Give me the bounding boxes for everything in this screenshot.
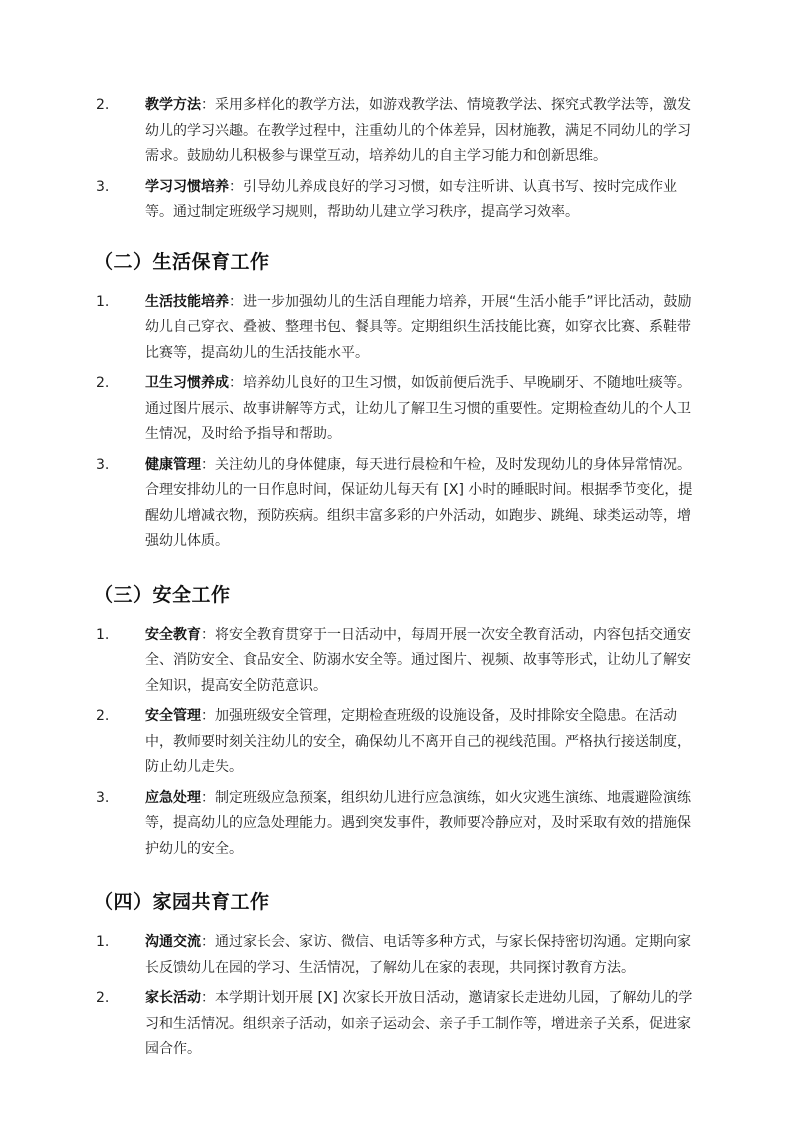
item-term: 健康管理: [145, 456, 201, 473]
item-text: ：采用多样化的教学方法，如游戏教学法、情境教学法、探究式教学法等，激发幼儿的学习兴趣。在教学过程中，注重幼儿的个体差异，因材施教，满足不同幼儿的学习需求。鼓励幼儿积极参与课堂互动，培养幼儿的自主学习能力和创新思维。: [145, 97, 691, 164]
item-term: 生活技能培养: [145, 293, 229, 310]
item-term: 卫生习惯养成: [145, 375, 229, 391]
item-number: 1.: [96, 293, 110, 310]
list-item: [96, 175, 698, 226]
item-text: ：本学期计划开展 [X] 次家长开放日活动，邀请家长走进幼儿园，了解幼儿的学习和生活情况。组织亲子活动，如亲子运动会、亲子手工制作等，增进亲子关系，促进家园合作。: [145, 990, 693, 1057]
item-text: ：加强班级安全管理，定期检查班级的设施设备，及时排除安全隐患。在活动中，教师要时刻关注幼儿的安全，确保幼儿不离开自己的视线范围。严格执行接送制度，防止幼儿走失。: [145, 708, 691, 775]
item-number: 2.: [96, 97, 110, 113]
item-term: 沟通交流: [145, 934, 201, 950]
teaching-list: [96, 93, 698, 226]
list-item: [96, 453, 698, 555]
item-term: 安全教育: [145, 626, 201, 643]
list-item: [96, 786, 698, 863]
section-heading-safety: （三）安全工作: [94, 583, 231, 606]
item-term: 学习习惯培养: [145, 178, 229, 195]
item-text: ：进一步加强幼儿的生活自理能力培养，开展“生活小能手”评比活动，鼓励幼儿自己穿衣、叠被、整理书包、餐具等。定期组织生活技能比赛，如穿衣比赛、系鞋带比赛等，提高幼儿的生活技能水平。: [145, 293, 692, 361]
item-number: 1.: [96, 934, 110, 950]
item-text: ：通过家长会、家访、微信、电话等多种方式，与家长保持密切沟通。定期向家长反馈幼儿在园的学习、生活情况，了解幼儿在家的表现，共同探讨教育方法。: [145, 934, 691, 976]
item-text: ：将安全教育贯穿于一日活动中，每周开展一次安全教育活动，内容包括交通安全、消防安全、食品安全、防溺水安全等。通过图片、视频、故事等形式，让幼儿了解安全知识，提高安全防范意识。: [145, 626, 691, 694]
list-item: [96, 623, 698, 700]
item-number: 3.: [96, 789, 110, 806]
list-item: [96, 704, 698, 781]
item-term: 家长活动: [145, 990, 201, 1006]
item-number: 2.: [96, 375, 110, 391]
list-item: [96, 93, 698, 170]
item-number: 2.: [96, 990, 110, 1006]
section-heading-home-school: （四）家园共育工作: [94, 891, 270, 913]
list-item: [96, 930, 698, 981]
item-text: ：关注幼儿的身体健康，每天进行晨检和午检，及时发现幼儿的身体异常情况。合理安排幼儿的一日作息时间，保证幼儿每天有 [X] 小时的睡眠时间。根据季节变化，提醒幼儿增减衣物，预防疾病。组织丰富多彩的户外活动，如跑步、跳绳、球类运动等，增强幼儿体质。: [145, 456, 693, 549]
item-text: ：培养幼儿良好的卫生习惯，如饭前便后洗手、早晚刷牙、不随地吐痰等。通过图片展示、故事讲解等方式，让幼儿了解卫生习惯的重要性。定期检查幼儿的个人卫生情况，及时给予指导和帮助。: [145, 375, 691, 442]
item-number: 2.: [96, 708, 110, 724]
item-text: ：制定班级应急预案，组织幼儿进行应急演练，如火灾逃生演练、地震避险演练等，提高幼儿的应急处理能力。遇到突发事件，教师要冷静应对，及时采取有效的措施保护幼儿的安全。: [145, 789, 691, 857]
safety-list: [96, 623, 698, 863]
list-item: [96, 290, 698, 367]
list-item: [96, 986, 698, 1063]
item-number: 3.: [96, 178, 110, 195]
list-item: [96, 371, 698, 448]
item-number: 1.: [96, 626, 110, 643]
item-term: 安全管理: [145, 708, 201, 724]
home-school-list: [96, 930, 698, 1063]
life-care-list: [96, 290, 698, 555]
section-heading-life-care: （二）生活保育工作: [94, 250, 270, 273]
item-number: 3.: [96, 456, 110, 473]
item-term: 应急处理: [145, 789, 201, 806]
item-text: ：引导幼儿养成良好的学习习惯，如专注听讲、认真书写、按时完成作业等。通过制定班级学习规则，帮助幼儿建立学习秩序，提高学习效率。: [145, 178, 677, 220]
item-term: 教学方法: [145, 97, 201, 113]
